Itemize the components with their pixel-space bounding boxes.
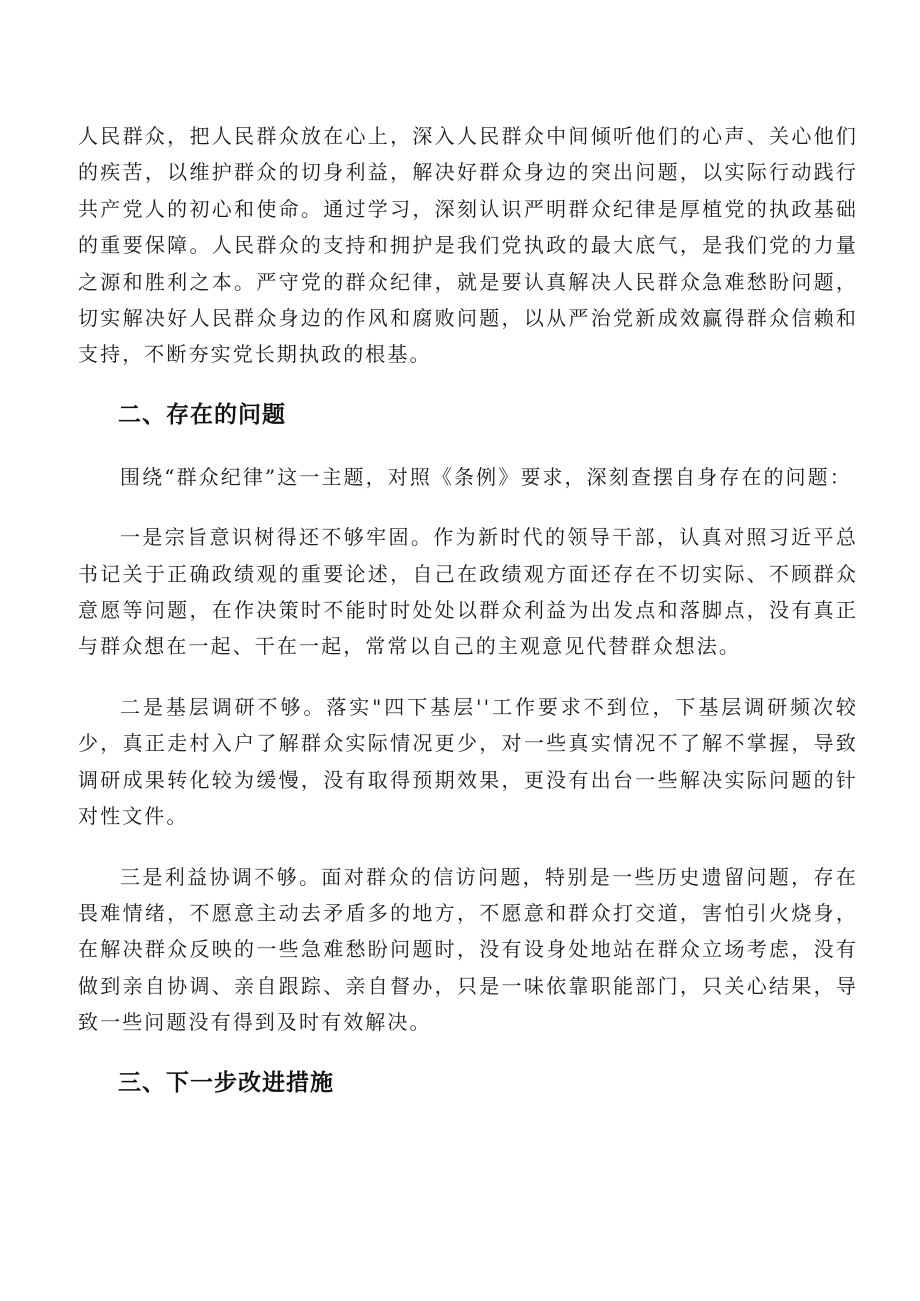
problem-item-1: 一是宗旨意识树得还不够牢固。作为新时代的领导干部，认真对照习近平总书记关于正确政绩观的重要论述，自己在政绩观方面还存在不切实际、不顾群众意愿等问题，在作决策时不能时时处处以群众利益为出发点和落脚点，没有真正与群众想在一起、干在一起，常常以自己的主观意见代替群众想法。 [78, 525, 858, 659]
spacer [78, 433, 858, 459]
spacer [78, 665, 858, 689]
document-page [78, 118, 858, 1101]
spacer [78, 373, 858, 397]
intro-paragraph: 人民群众，把人民群众放在心上，深入人民群众中间倾听他们的心声、关心他们的疾苦，以维护群众的切身利益，解决好群众身边的突出问题，以实际行动践行共产党人的初心和使命。通过学习，深刻认识严明群众纪律是厚植党的执政基础的重要保障。人民群众的支持和拥护是我们党执政的最大底气，是我们党的力量之源和胜利之本。严守党的群众纪律，就是要认真解决人民群众急难愁盼问题，切实解决好人民群众身边的作风和腐败问题，以从严治党新成效赢得群众信赖和支持，不断夯实党长期执政的根基。 [78, 124, 858, 367]
spacer [78, 1041, 858, 1065]
section-two-lead: 围绕“群众纪律”这一主题，对照《条例》要求，深刻查摆自身存在的问题： [120, 464, 852, 489]
problem-item-3: 三是利益协调不够。面对群众的信访问题，特别是一些历史遗留问题，存在畏难情绪，不愿意主动去矛盾多的地方，不愿意和群众打交道，害怕引火烧身，在解决群众反映的一些急难愁盼问题时，没有设身处地站在群众立场考虑，没有做到亲自协调、亲自跟踪、亲自督办，只是一味依靠职能部门，只关心结果，导致一些问题没有得到及时有效解决。 [78, 864, 858, 1035]
section-two-heading: 二、存在的问题 [118, 401, 286, 428]
section-three-heading: 三、下一步改进措施 [118, 1069, 334, 1096]
spacer [78, 835, 858, 859]
problem-item-2: 二是基层调研不够。落实"四下基层''工作要求不到位，下基层调研频次较少，真正走村入户了解群众实际情况更少，对一些真实情况不了解不掌握，导致调研成果转化较为缓慢，没有取得预期效果，更没有出台一些解决实际问题的针对性文件。 [78, 694, 858, 829]
spacer [78, 495, 858, 519]
